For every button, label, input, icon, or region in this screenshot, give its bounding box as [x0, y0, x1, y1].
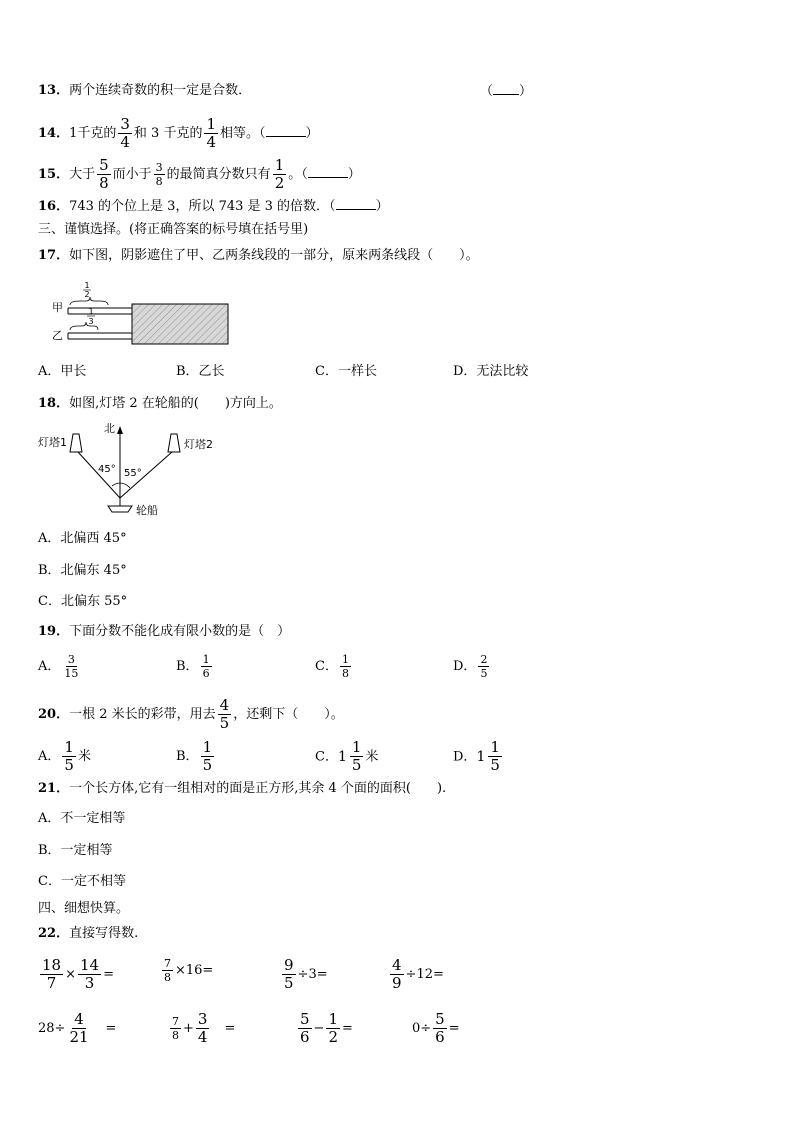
question-20: [38, 698, 344, 731]
answer-paren-13[interactable]: （ ）: [480, 84, 533, 99]
q20-option-c[interactable]: C． 1 $\frac{1}{5}$ 米: [315, 738, 379, 774]
yi-label: 乙: [52, 329, 63, 342]
question-number: 20．: [38, 707, 70, 722]
q19-option-b[interactable]: B． $\frac{1}{6}$: [176, 653, 210, 680]
tower1-label: 灯塔1: [38, 436, 67, 449]
question-text: 相等。（: [220, 126, 266, 141]
question-22: [38, 925, 138, 943]
jia-label: 甲: [52, 301, 63, 314]
q18-option-c[interactable]: C．北偏东 55°: [38, 594, 128, 609]
question-number: 15．: [38, 167, 70, 182]
ship-icon: [108, 506, 132, 512]
question-13: [38, 82, 251, 100]
question-18: [38, 395, 282, 413]
angle-45-label: 45°: [98, 464, 116, 475]
shaded-cover: [132, 304, 228, 344]
north-arrow-icon: [117, 426, 123, 434]
question-text: 1千克的: [69, 126, 117, 141]
q20-option-b[interactable]: B． $\frac{1}{5}$: [176, 738, 213, 774]
question-number: 16．: [38, 199, 70, 214]
question-15: 15．大于 $\frac{5}{8}$ 而小于 $\frac{3}{8}$ 的最简真分数只有 $\frac{1}{2}$ 。（ ）: [38, 156, 361, 192]
question-text: 直接写得数.: [69, 926, 139, 941]
segment-figure: [40, 278, 240, 348]
brace-yi: [70, 322, 98, 330]
question-text: 。（: [288, 167, 308, 182]
lighthouse-1-icon: [70, 434, 82, 452]
question-text: 如图,灯塔 2 在轮船的( )方向上。: [69, 396, 282, 411]
q21-option-a[interactable]: A．不一定相等: [38, 811, 126, 826]
section-4-heading: 四、细想快算。: [38, 901, 130, 916]
lighthouse-2-icon: [168, 434, 180, 452]
question-text: 和 3 千克的: [133, 126, 203, 141]
question-number: 18．: [38, 396, 70, 411]
q21-option-b[interactable]: B．一定相等: [38, 843, 113, 858]
north-label: 北: [104, 422, 115, 435]
fraction: $\frac{4}{5}$: [219, 696, 230, 732]
answer-blank[interactable]: [266, 124, 306, 137]
question-number: 21．: [38, 781, 70, 796]
question-number: 13．: [38, 83, 70, 98]
fraction: $\frac{1}{2}$: [274, 156, 285, 192]
svg-text:2: 2: [84, 290, 90, 299]
question-text: 一根 2 米长的彩带，用去: [69, 707, 216, 722]
q17-option-d[interactable]: D．无法比较: [453, 364, 529, 379]
question-text: 而小于: [112, 167, 152, 182]
calc-item[interactable]: $\frac{18}{7}$ × $\frac{14}{3}$ =: [42, 956, 114, 992]
question-number: 22．: [38, 926, 70, 941]
ship-label: 轮船: [136, 504, 158, 517]
question-number: 19．: [38, 624, 70, 639]
calc-item[interactable]: $\frac{9}{5}$ ÷3=: [284, 956, 328, 992]
calc-item[interactable]: $\frac{4}{9}$ ÷12=: [392, 956, 444, 992]
svg-text:1: 1: [88, 307, 94, 316]
line-to-tower1: [78, 452, 120, 498]
answer-blank[interactable]: [336, 197, 376, 210]
fraction: $\frac{3}{8}$: [155, 161, 163, 188]
question-text: 如下图，阴影遮住了甲、乙两条线段的一部分，原来两条线段（ ）。: [69, 248, 479, 263]
q18-option-b[interactable]: B．北偏东 45°: [38, 563, 127, 578]
question-16: 16．743 的个位上是 3，所以 743 是 3 的倍数．（ ）: [38, 199, 389, 214]
question-text: 一个长方体,它有一组相对的面是正方形,其余 4 个面的面积( ).: [69, 781, 447, 796]
q21-option-c[interactable]: C．一定不相等: [38, 874, 126, 889]
question-number: 17．: [38, 248, 70, 263]
svg-text:3: 3: [88, 317, 94, 326]
calc-item[interactable]: $\frac{5}{6}$ − $\frac{1}{2}$ =: [300, 1010, 353, 1046]
question-19: [38, 623, 290, 641]
section-3-heading: 三、谨慎选择。(将正确答案的标号填在括号里): [38, 222, 309, 237]
calc-item[interactable]: 28÷ $\frac{4}{21}$ =: [38, 1010, 117, 1046]
fraction: $\frac{5}{8}$: [99, 156, 109, 192]
question-text: 大于: [69, 167, 96, 182]
svg-text:1: 1: [84, 281, 90, 290]
question-21: [38, 780, 446, 798]
q17-option-b[interactable]: B．乙长: [176, 364, 225, 379]
calc-item[interactable]: $\frac{7}{8}$ + $\frac{3}{4}$ =: [172, 1010, 236, 1046]
fraction: $\frac{1}{4}$: [206, 115, 217, 151]
question-17: [38, 247, 479, 265]
tower2-label: 灯塔2: [184, 438, 213, 451]
q19-option-a[interactable]: A． $\frac{3}{15}$: [38, 653, 79, 680]
question-text: 的最简真分数只有: [166, 167, 271, 182]
q20-option-a[interactable]: A． $\frac{1}{5}$ 米: [38, 738, 91, 774]
q19-option-c[interactable]: C． $\frac{1}{8}$: [315, 653, 349, 680]
q18-option-a[interactable]: A．北偏西 45°: [38, 531, 127, 546]
calc-item[interactable]: 0÷ $\frac{5}{6}$ =: [412, 1010, 460, 1046]
answer-blank[interactable]: [308, 165, 348, 178]
q20-option-d[interactable]: D． 1 $\frac{1}{5}$: [453, 738, 500, 774]
fraction: $\frac{3}{4}$: [120, 115, 130, 151]
question-number: 14．: [38, 126, 70, 141]
answer-blank[interactable]: [493, 82, 519, 95]
lighthouse-figure: [36, 420, 236, 520]
angle-55-label: 55°: [124, 468, 142, 479]
calc-item[interactable]: $\frac{7}{8}$ ×16=: [164, 957, 214, 984]
q17-option-a[interactable]: A．甲长: [38, 364, 87, 379]
question-text: 两个连续奇数的积一定是合数．: [69, 83, 252, 98]
question-text: 743 的个位上是 3，所以 743 是 3 的倍数．（: [69, 199, 336, 214]
question-text: 下面分数不能化成有限小数的是（ ）: [69, 624, 291, 639]
q17-option-c[interactable]: C．一样长: [315, 364, 377, 379]
q19-option-d[interactable]: D． $\frac{2}{5}$: [453, 653, 488, 680]
question-text: ，还剩下（ ）。: [233, 707, 344, 722]
question-14: 14．1千克的 $\frac{3}{4}$ 和 3 千克的 $\frac{1}{4}$ 相等。（ ）: [38, 115, 319, 151]
